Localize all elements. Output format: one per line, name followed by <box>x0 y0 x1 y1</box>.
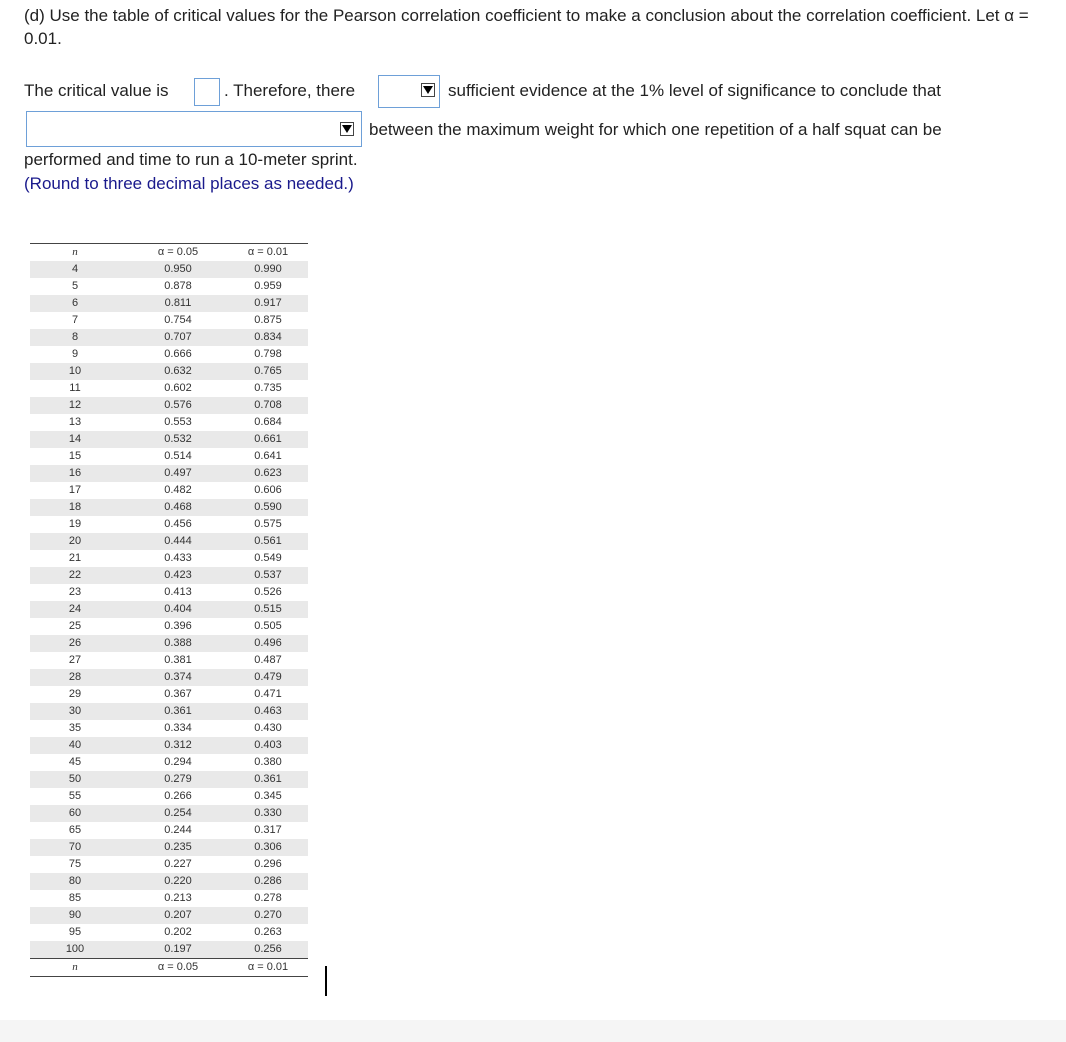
cell-alpha-01: 0.875 <box>254 314 282 326</box>
cell-n: 25 <box>68 620 82 632</box>
critical-value-label: The critical value is <box>24 81 169 100</box>
cell-alpha-05: 0.361 <box>164 705 192 717</box>
cell-alpha-05: 0.213 <box>164 892 192 904</box>
cell-alpha-05: 0.197 <box>164 943 192 955</box>
cell-alpha-01: 0.561 <box>254 535 282 547</box>
cell-n: 16 <box>68 467 82 479</box>
cell-alpha-05: 0.374 <box>164 671 192 683</box>
cell-n: 13 <box>68 416 82 428</box>
cell-alpha-01: 0.526 <box>254 586 282 598</box>
cell-alpha-05: 0.811 <box>164 297 192 309</box>
cell-alpha-01: 0.403 <box>254 739 282 751</box>
table-row <box>30 720 308 737</box>
cell-n: 55 <box>68 790 82 802</box>
cell-alpha-01: 0.590 <box>254 501 282 513</box>
cell-n: 40 <box>68 739 82 751</box>
cell-alpha-05: 0.707 <box>164 331 192 343</box>
cell-alpha-01: 0.959 <box>254 280 282 292</box>
table-row <box>30 805 308 822</box>
cell-n: 85 <box>68 892 82 904</box>
cell-n: 60 <box>68 807 82 819</box>
table-row <box>30 635 308 652</box>
cell-n: 17 <box>68 484 82 496</box>
table-row <box>30 448 308 465</box>
cell-alpha-05: 0.367 <box>164 688 192 700</box>
cell-alpha-05: 0.244 <box>164 824 192 836</box>
cell-alpha-01: 0.684 <box>254 416 282 428</box>
cell-alpha-01: 0.330 <box>254 807 282 819</box>
cell-alpha-01: 0.496 <box>254 637 282 649</box>
table-row <box>30 312 308 329</box>
table-row <box>30 703 308 720</box>
cell-n: 50 <box>68 773 82 785</box>
cell-alpha-01: 0.549 <box>254 552 282 564</box>
chevron-down-icon[interactable] <box>421 83 435 97</box>
cell-alpha-01: 0.256 <box>254 943 282 955</box>
cell-alpha-01: 0.278 <box>254 892 282 904</box>
table-row <box>30 482 308 499</box>
table-row <box>30 754 308 771</box>
cell-n: n <box>72 246 78 258</box>
table-row <box>30 618 308 635</box>
cell-alpha-05: 0.235 <box>164 841 192 853</box>
text-cursor <box>325 966 327 996</box>
cell-n: 90 <box>68 909 82 921</box>
cell-n: 28 <box>68 671 82 683</box>
cell-alpha-05: 0.396 <box>164 620 192 632</box>
cell-n: 23 <box>68 586 82 598</box>
cell-alpha-01: 0.487 <box>254 654 282 666</box>
cell-alpha-05: 0.532 <box>164 433 192 445</box>
cell-alpha-05: 0.381 <box>164 654 192 666</box>
cell-n: 4 <box>71 263 79 275</box>
cell-alpha-05: 0.413 <box>164 586 192 598</box>
cell-alpha-01: 0.263 <box>254 926 282 938</box>
table-row <box>30 533 308 550</box>
cell-alpha-05: 0.576 <box>164 399 192 411</box>
cell-alpha-01: 0.430 <box>254 722 282 734</box>
cell-alpha-05: 0.514 <box>164 450 192 462</box>
cell-alpha-05: 0.279 <box>164 773 192 785</box>
cell-alpha-01: 0.990 <box>254 263 282 275</box>
cell-alpha-05: 0.456 <box>164 518 192 530</box>
cell-alpha-05: 0.482 <box>164 484 192 496</box>
cell-n: 30 <box>68 705 82 717</box>
table-row <box>30 465 308 482</box>
cell-alpha-01: 0.641 <box>254 450 282 462</box>
bottom-strip <box>0 1020 1066 1042</box>
chevron-down-icon[interactable] <box>340 122 354 136</box>
table-row <box>30 261 308 278</box>
cell-n: 29 <box>68 688 82 700</box>
cell-n: 27 <box>68 654 82 666</box>
cell-n: 5 <box>71 280 79 292</box>
cell-alpha-01: 0.606 <box>254 484 282 496</box>
cell-alpha-05: 0.666 <box>164 348 192 360</box>
cell-alpha-05: 0.553 <box>164 416 192 428</box>
table-row <box>30 584 308 601</box>
performed-text: performed and time to run a 10-meter sprint. <box>24 150 358 169</box>
between-text: between the maximum weight for which one repetition of a half squat can be <box>369 120 942 139</box>
cell-alpha-05: 0.950 <box>164 263 192 275</box>
table-row <box>30 890 308 907</box>
cell-n: 95 <box>68 926 82 938</box>
cell-alpha-01: 0.661 <box>254 433 282 445</box>
cell-alpha-05: 0.220 <box>164 875 192 887</box>
cell-n: 80 <box>68 875 82 887</box>
cell-alpha-01: 0.463 <box>254 705 282 717</box>
cell-n: 12 <box>68 399 82 411</box>
table-row <box>30 414 308 431</box>
cell-alpha-05: 0.294 <box>164 756 192 768</box>
cell-n: 70 <box>68 841 82 853</box>
cell-n: 75 <box>68 858 82 870</box>
cell-n: 22 <box>68 569 82 581</box>
table-row <box>30 499 308 516</box>
cell-n: n <box>72 961 78 973</box>
cell-n: 45 <box>68 756 82 768</box>
cell-alpha-05: 0.312 <box>164 739 192 751</box>
cell-alpha-01: 0.798 <box>254 348 282 360</box>
table-row <box>30 346 308 363</box>
table-row <box>30 363 308 380</box>
cell-alpha-05: 0.444 <box>164 535 192 547</box>
table-row <box>30 737 308 754</box>
cell-n: 24 <box>68 603 82 615</box>
cell-alpha-01: 0.765 <box>254 365 282 377</box>
cell-alpha-05: 0.878 <box>164 280 192 292</box>
cell-alpha-01: 0.380 <box>254 756 282 768</box>
cell-n: 9 <box>71 348 79 360</box>
table-header-row <box>30 244 308 261</box>
cell-n: 10 <box>68 365 82 377</box>
cell-alpha-05: 0.404 <box>164 603 192 615</box>
table-row <box>30 907 308 924</box>
cell-n: 18 <box>68 501 82 513</box>
cell-alpha-05: α = 0.05 <box>157 246 199 258</box>
cell-alpha-05: 0.254 <box>164 807 192 819</box>
cell-alpha-01: 0.708 <box>254 399 282 411</box>
rounding-hint: (Round to three decimal places as needed.) <box>24 174 354 193</box>
cell-n: 65 <box>68 824 82 836</box>
cell-alpha-05: 0.266 <box>164 790 192 802</box>
cell-alpha-01: 0.270 <box>254 909 282 921</box>
table-row <box>30 839 308 856</box>
table-footer-row <box>30 959 308 976</box>
cell-alpha-01: 0.515 <box>254 603 282 615</box>
question-text: (d) Use the table of critical values for the Pearson correlation coefficient to make a conclusion about the correlation coefficient. Let α = 0.01. <box>24 6 1029 48</box>
sufficient-evidence-text: sufficient evidence at the 1% level of significance to conclude that <box>448 81 941 100</box>
cell-alpha-01: 0.917 <box>254 297 282 309</box>
cell-alpha-01: 0.505 <box>254 620 282 632</box>
cell-alpha-05: 0.468 <box>164 501 192 513</box>
table-row <box>30 278 308 295</box>
table-row <box>30 329 308 346</box>
cell-alpha-01: 0.471 <box>254 688 282 700</box>
conclusion-dropdown[interactable] <box>26 111 362 147</box>
table-row <box>30 567 308 584</box>
table-row <box>30 686 308 703</box>
table-row <box>30 788 308 805</box>
table-row <box>30 431 308 448</box>
cell-alpha-05: 0.207 <box>164 909 192 921</box>
cell-alpha-05: 0.423 <box>164 569 192 581</box>
critical-value-input[interactable] <box>194 78 220 106</box>
cell-alpha-01: α = 0.01 <box>247 961 289 973</box>
table-row <box>30 856 308 873</box>
cell-n: 15 <box>68 450 82 462</box>
table-row <box>30 822 308 839</box>
cell-alpha-05: 0.227 <box>164 858 192 870</box>
cell-alpha-01: 0.575 <box>254 518 282 530</box>
table-row <box>30 652 308 669</box>
table-rule-footer <box>30 976 308 977</box>
cell-alpha-01: 0.623 <box>254 467 282 479</box>
cell-alpha-05: 0.602 <box>164 382 192 394</box>
cell-n: 19 <box>68 518 82 530</box>
cell-n: 21 <box>68 552 82 564</box>
cell-alpha-01: 0.345 <box>254 790 282 802</box>
therefore-text: . Therefore, there <box>224 81 356 100</box>
cell-n: 14 <box>68 433 82 445</box>
table-row <box>30 380 308 397</box>
cell-alpha-05: α = 0.05 <box>157 961 199 973</box>
cell-alpha-01: 0.479 <box>254 671 282 683</box>
cell-n: 8 <box>71 331 79 343</box>
cell-alpha-01: α = 0.01 <box>247 246 289 258</box>
table-row <box>30 941 308 958</box>
cell-alpha-05: 0.497 <box>164 467 192 479</box>
cell-alpha-05: 0.754 <box>164 314 192 326</box>
table-row <box>30 873 308 890</box>
cell-alpha-01: 0.537 <box>254 569 282 581</box>
cell-alpha-01: 0.306 <box>254 841 282 853</box>
cell-alpha-01: 0.735 <box>254 382 282 394</box>
cell-n: 26 <box>68 637 82 649</box>
cell-alpha-05: 0.632 <box>164 365 192 377</box>
cell-n: 20 <box>68 535 82 547</box>
cell-alpha-01: 0.296 <box>254 858 282 870</box>
cell-n: 100 <box>65 943 85 955</box>
table-row <box>30 516 308 533</box>
table-row <box>30 295 308 312</box>
table-row <box>30 550 308 567</box>
table-row <box>30 924 308 941</box>
cell-alpha-01: 0.286 <box>254 875 282 887</box>
cell-n: 11 <box>69 382 81 394</box>
evidence-dropdown[interactable] <box>378 75 440 108</box>
cell-alpha-05: 0.202 <box>164 926 192 938</box>
cell-n: 7 <box>71 314 79 326</box>
cell-alpha-01: 0.361 <box>254 773 282 785</box>
cell-alpha-01: 0.834 <box>254 331 282 343</box>
cell-alpha-05: 0.388 <box>164 637 192 649</box>
table-row <box>30 669 308 686</box>
cell-alpha-05: 0.334 <box>164 722 192 734</box>
cell-n: 35 <box>68 722 82 734</box>
cell-n: 6 <box>71 297 79 309</box>
table-row <box>30 397 308 414</box>
table-row <box>30 771 308 788</box>
table-row <box>30 601 308 618</box>
cell-alpha-05: 0.433 <box>164 552 192 564</box>
cell-alpha-01: 0.317 <box>254 824 282 836</box>
